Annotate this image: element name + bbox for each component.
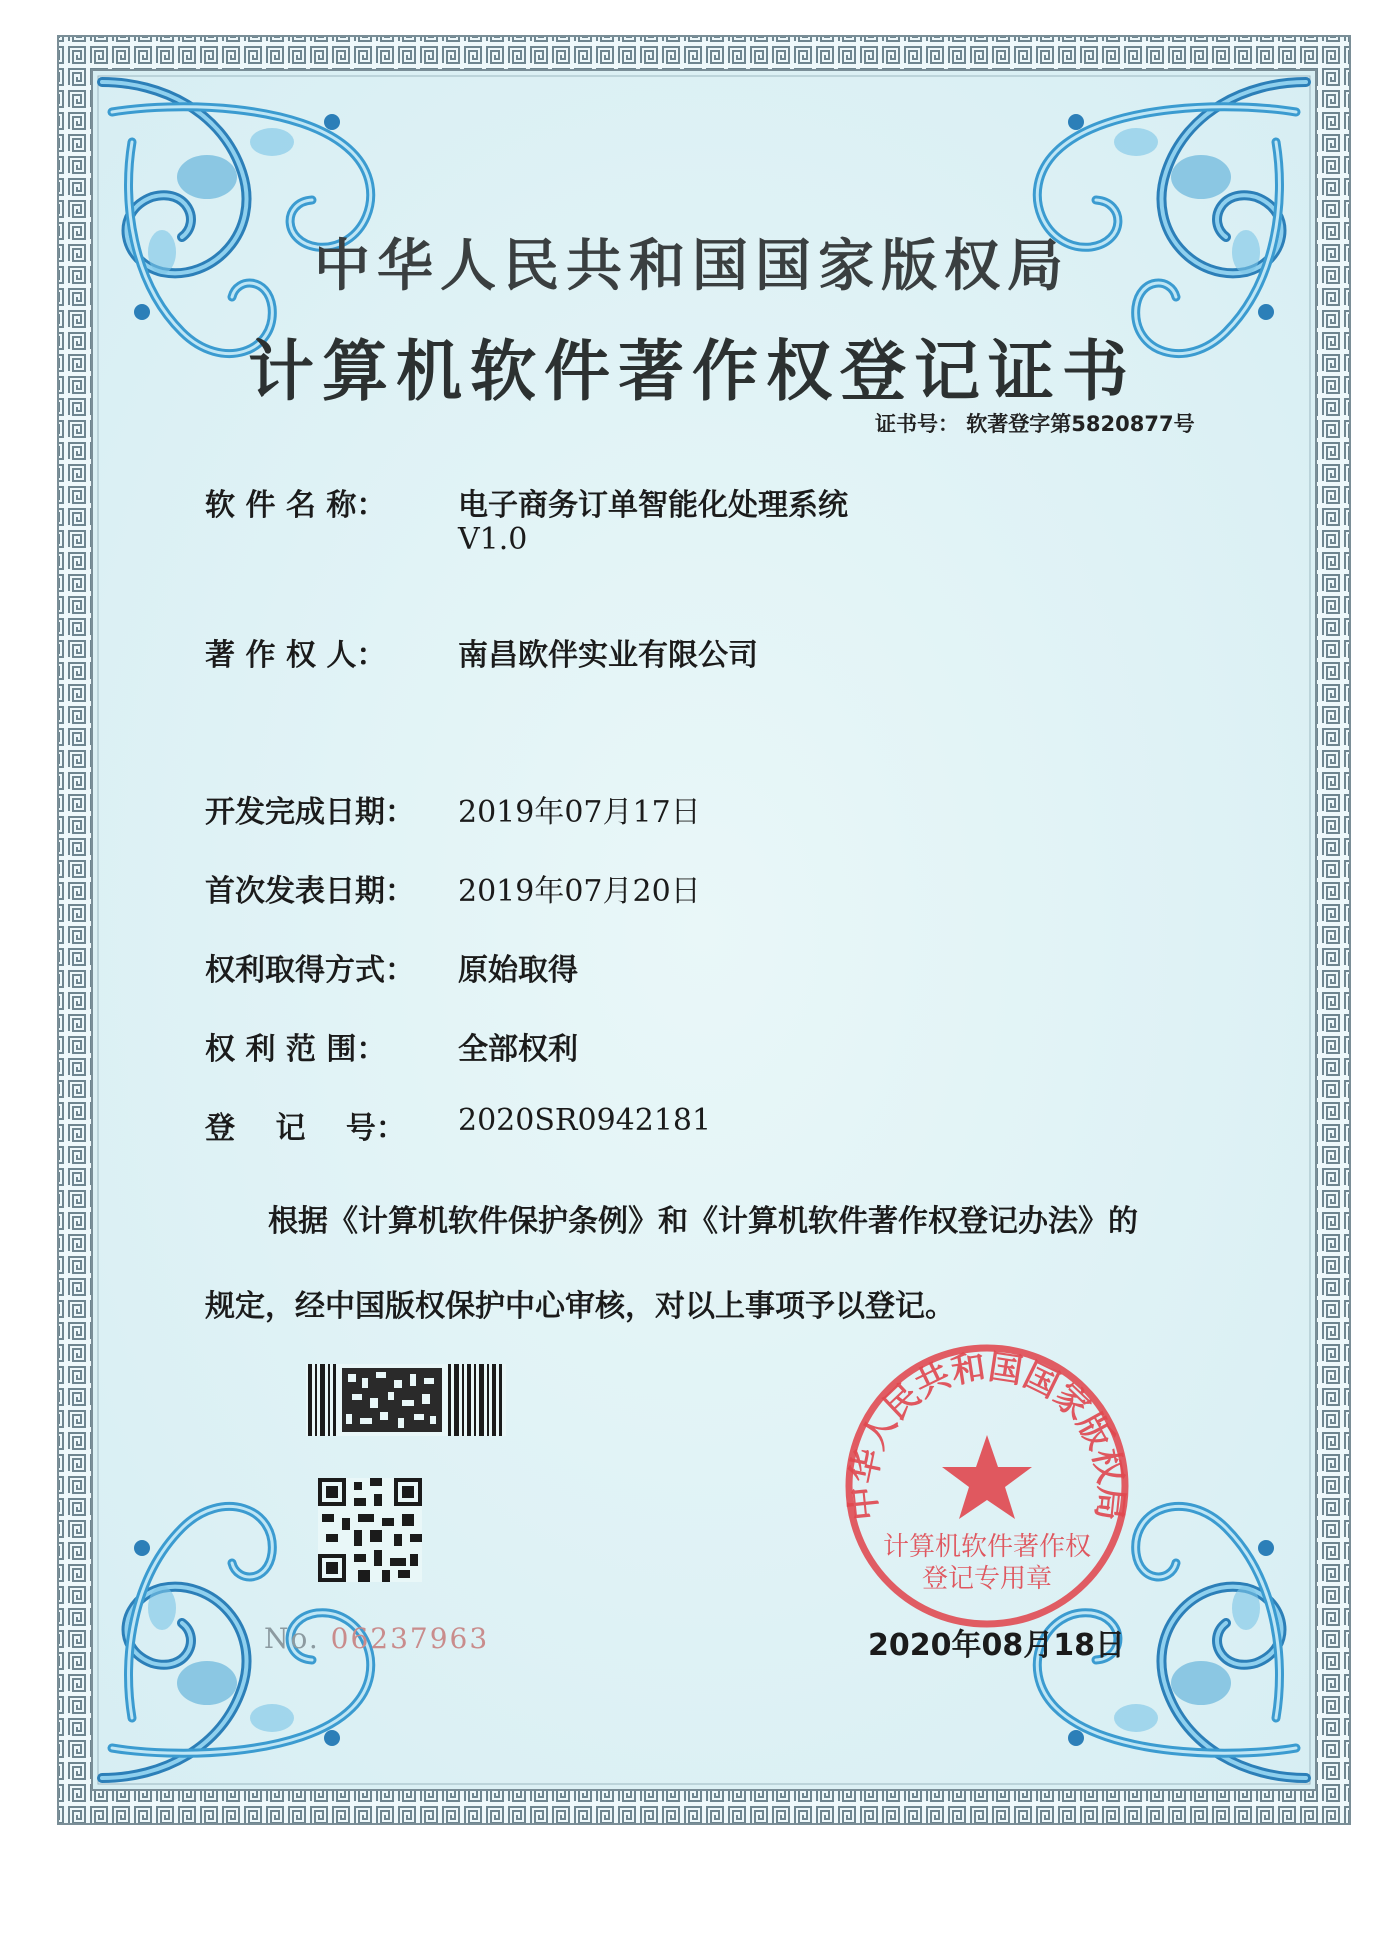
seal-arc-text: 中华人民共和国国家版权局 xyxy=(843,1347,1131,1523)
certificate-number: 证书号： 软著登字第5820877号 xyxy=(875,412,1195,436)
certificate-title: 计算机软件著作权登记证书 xyxy=(248,333,1136,410)
field-value-software-version: V1.0 xyxy=(458,522,528,557)
statement-line-2: 规定，经中国版权保护中心审核，对以上事项予以登记。 xyxy=(205,1289,955,1324)
seal-inner-line-1: 计算机软件著作权 xyxy=(882,1532,1092,1562)
field-label-completion-date: 开发完成日期： xyxy=(205,795,415,830)
field-value-software-name: 电子商务订单智能化处理系统 xyxy=(458,488,848,523)
field-label-rights-scope: 权 利 范 围： xyxy=(205,1032,387,1067)
field-label-registration-number: 登 记 号： xyxy=(205,1111,406,1146)
qr-code xyxy=(318,1478,422,1582)
field-label-copyright-owner: 著 作 权 人： xyxy=(205,638,387,673)
official-seal xyxy=(836,1335,1138,1637)
field-value-rights-scope: 全部权利 xyxy=(458,1032,578,1067)
field-value-registration-number: 2020SR0942181 xyxy=(458,1103,712,1138)
statement-line-1: 根据《计算机软件保护条例》和《计算机软件著作权登记办法》的 xyxy=(268,1204,1138,1239)
star-icon xyxy=(942,1435,1032,1519)
serial-prefix: No. xyxy=(264,1622,320,1655)
field-value-completion-date: 2019年07月17日 xyxy=(458,795,701,830)
field-label-acquisition-method: 权利取得方式： xyxy=(205,953,415,988)
field-value-acquisition-method: 原始取得 xyxy=(458,953,578,988)
issue-date: 2020年08月18日 xyxy=(868,1628,1125,1663)
field-value-copyright-owner: 南昌欧伴实业有限公司 xyxy=(458,638,758,673)
barcode xyxy=(306,1364,506,1436)
serial-number xyxy=(264,1622,489,1655)
field-label-software-name: 软 件 名 称： xyxy=(205,488,387,523)
seal-inner-line-2: 登记专用章 xyxy=(921,1564,1053,1594)
issuer-title: 中华人民共和国国家版权局 xyxy=(314,234,1070,299)
field-value-publication-date: 2019年07月20日 xyxy=(458,874,701,909)
serial-value: 06237963 xyxy=(330,1622,490,1655)
field-label-publication-date: 首次发表日期： xyxy=(205,874,415,909)
